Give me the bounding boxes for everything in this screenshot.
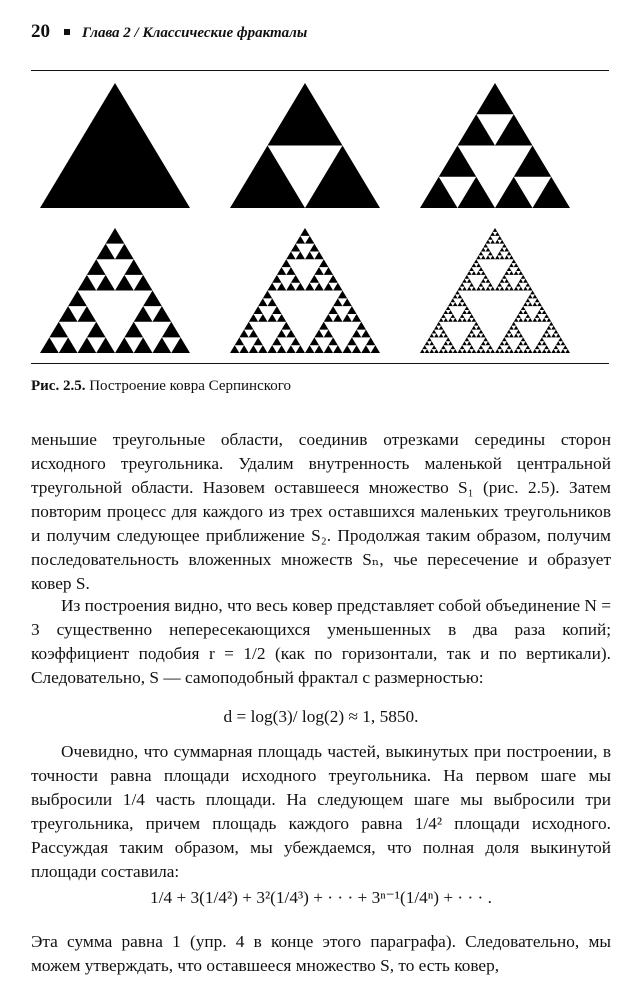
caption-text: Построение ковра Серпинского [89, 378, 292, 394]
formula-series: 1/4 + 3(1/4²) + 3²(1/4³) + · · · + 3ⁿ⁻¹(1/4ⁿ) + · · · . [150, 888, 492, 907]
paragraph-1 [31, 428, 611, 596]
paragraph-3-text: Очевидно, что суммарная площадь частей, выкинутых при построении, в точности равна площади исходного треугольника. На первом шаге мы выбросили 1/4 часть площади. На следующем шаге мы выбросили три треугольника, причем площадь каждого равна 1/4² площади исходного. Рассуждая таким образом, мы убеждаемся, что полная доля выкинутой площади составила: [31, 742, 611, 881]
paragraph-3 [31, 740, 611, 884]
page-header [31, 18, 611, 46]
paragraph-1-text: меньшие треугольные области, соединив отрезками середины сторон исходного треугольника. Удалим внутренность маленькой центральной треугольной области. Назовем оставшееся множество S₁ (рис. 2.5). Затем повторим процесс для каждого из трех оставшихся маленьких треугольников и получим следующее приближение S₂. Продолжая таким образом, получим последовательность вложенных множеств Sₙ, чье пересечение и образует ковер S. [31, 430, 611, 593]
figure-caption [31, 375, 611, 397]
header-bullet [64, 29, 70, 35]
page-number: 20 [31, 21, 50, 42]
figure-bottom-rule [31, 363, 609, 364]
caption-label: Рис. 2.5. [31, 378, 86, 394]
top-rule [31, 70, 609, 71]
paragraph-4-text: Эта сумма равна 1 (упр. 4 в конце этого параграфа). Следовательно, мы можем утверждать, что оставшееся множество S, то есть ковер, [31, 932, 611, 975]
formula-dimension: d = log(3)/ log(2) ≈ 1, 5850. [223, 707, 419, 726]
sierpinski-figure [40, 78, 610, 363]
paragraph-2 [31, 594, 611, 690]
paragraph-2-text: Из построения видно, что весь ковер представляет собой объединение N = 3 существенно непересекающихся уменьшенных в два раза копий; коэффициент подобия r = 1/2 (как по горизонтали, так и по вертикали). Следовательно, S — самоподобный фрактал с размерностью: [31, 596, 611, 687]
running-title: Глава 2 / Классические фракталы [82, 25, 308, 41]
paragraph-4 [31, 930, 611, 978]
sierpinski-figure-canvas [40, 78, 610, 363]
sierpinski-stage-0 [40, 83, 190, 208]
